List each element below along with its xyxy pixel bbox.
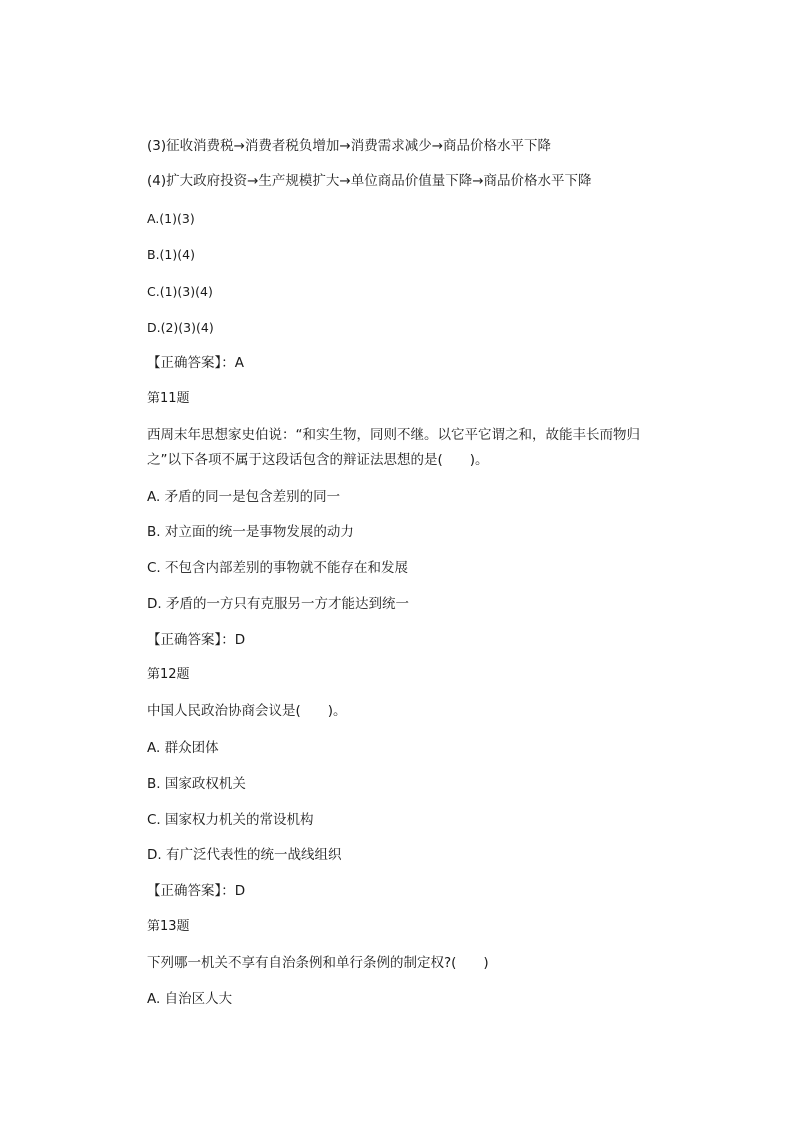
question-11-answer: 【正确答案】：D	[147, 632, 246, 648]
question-12-stem: 中国人民政治协商会议是( )。	[147, 703, 347, 719]
question-11-number: 第11题	[147, 391, 190, 406]
question-12-option-c: C. 国家权力机关的常设机构	[147, 812, 314, 828]
question-10-option-a: A.(1)(3)	[147, 211, 195, 226]
question-11-option-a: A. 矛盾的同一是包含差别的同一	[147, 489, 341, 505]
question-13-stem: 下列哪一机关不享有自治条例和单行条例的制定权?( )	[147, 955, 489, 971]
question-11-option-b: B. 对立面的统一是事物发展的动力	[147, 524, 354, 540]
question-10-item-3: (3)征收消费税→消费者税负增加→消费需求减少→商品价格水平下降	[147, 138, 552, 154]
question-12-option-a: A. 群众团体	[147, 740, 219, 756]
question-10-option-b: B.(1)(4)	[147, 247, 195, 262]
question-10-option-c: C.(1)(3)(4)	[147, 284, 213, 299]
question-12-option-d: D. 有广泛代表性的统一战线组织	[147, 847, 342, 863]
question-13-number: 第13题	[147, 919, 190, 934]
question-11-stem-line-2: 之”以下各项不属于这段话包含的辩证法思想的是( )。	[147, 452, 489, 468]
question-11-stem-line-1: 西周末年思想家史伯说：“和实生物，同则不继。以它平它谓之和，故能丰长而物归	[147, 427, 640, 443]
question-12-number: 第12题	[147, 667, 190, 682]
question-10-answer: 【正确答案】：A	[147, 355, 244, 371]
question-11-option-c: C. 不包含内部差别的事物就不能存在和发展	[147, 560, 409, 576]
question-13-option-a: A. 自治区人大	[147, 991, 233, 1007]
question-10-option-d: D.(2)(3)(4)	[147, 320, 214, 335]
question-11-option-d: D. 矛盾的一方只有克服另一方才能达到统一	[147, 596, 409, 612]
question-12-answer: 【正确答案】：D	[147, 883, 246, 899]
question-12-option-b: B. 国家政权机关	[147, 776, 246, 792]
question-10-item-4: (4)扩大政府投资→生产规模扩大→单位商品价值量下降→商品价格水平下降	[147, 173, 592, 189]
